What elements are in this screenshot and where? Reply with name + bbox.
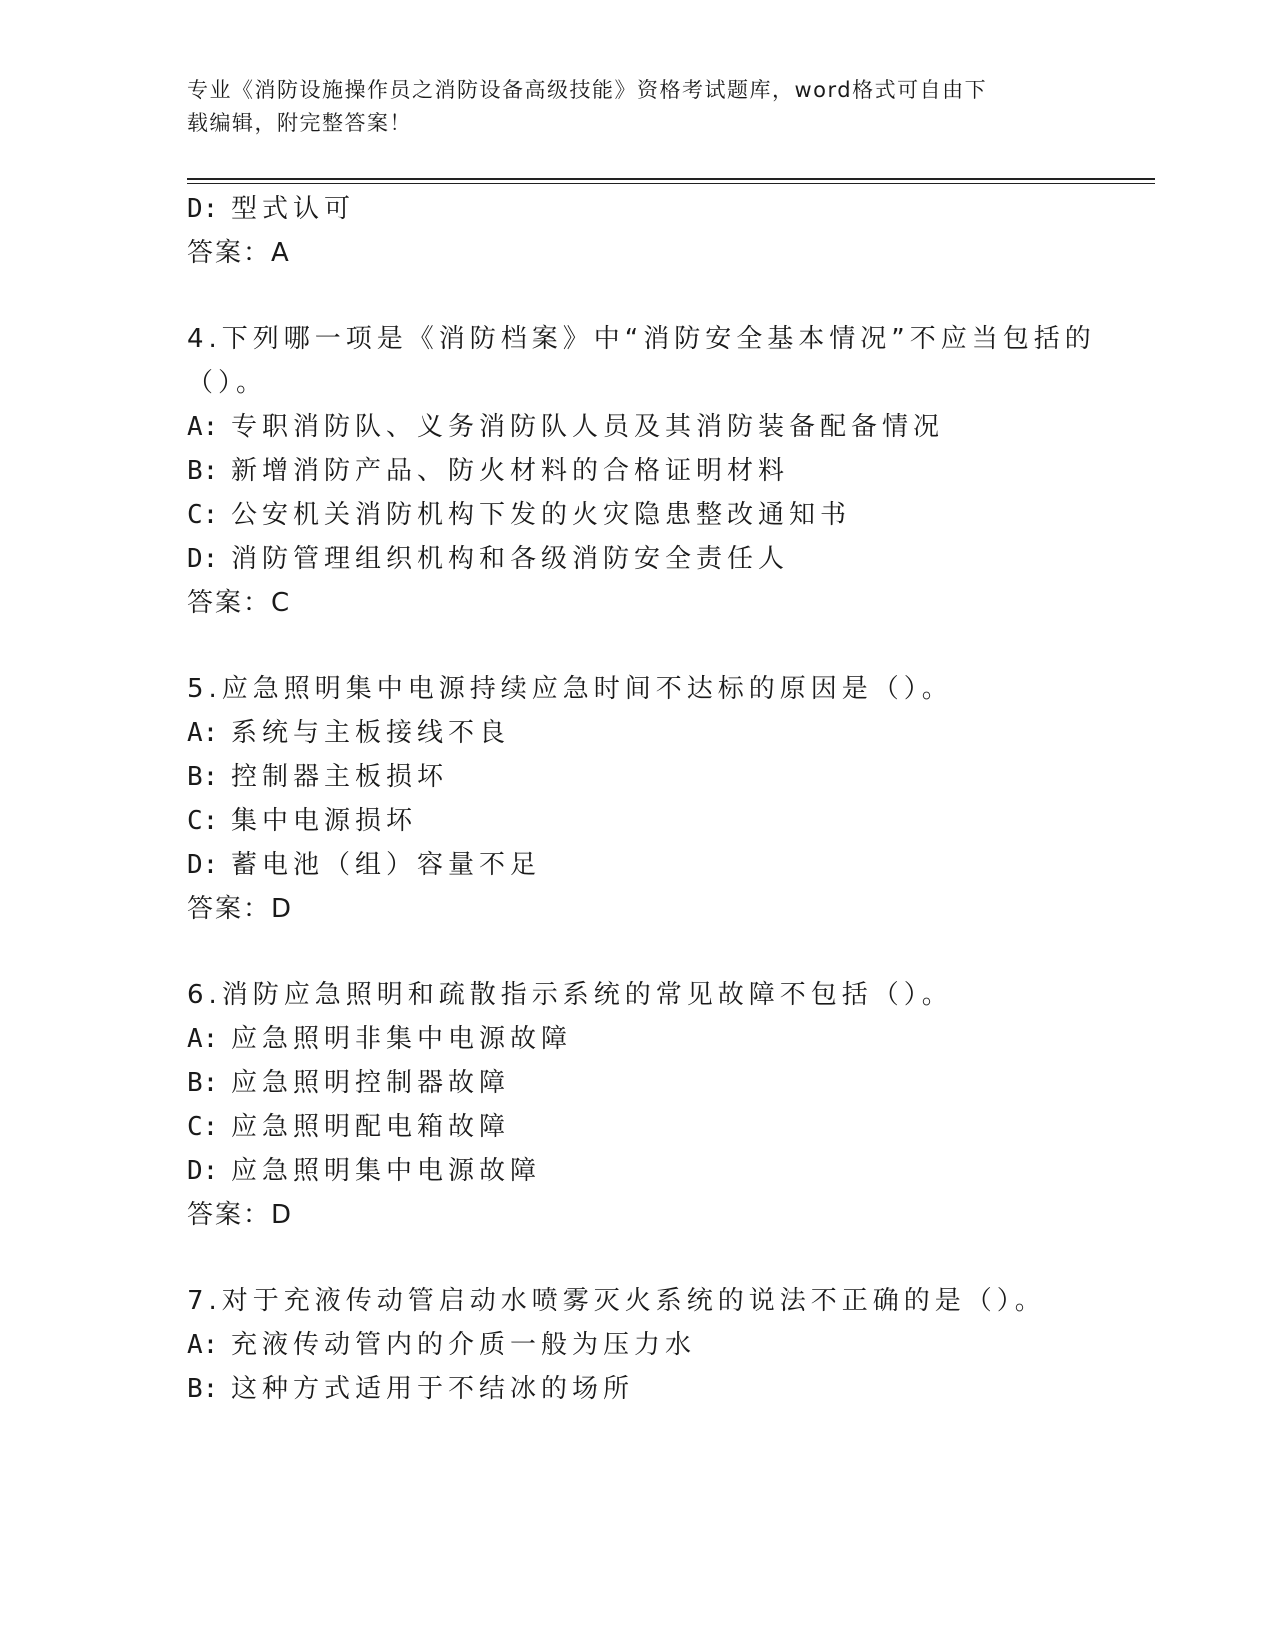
option-label: A: [187,1024,219,1054]
option-label: D: [187,1156,219,1186]
option-text: 公安机关消防机构下发的火灾隐患整改通知书 [231,500,852,530]
option-label: C: [187,806,219,836]
option-label: A: [187,1330,219,1360]
question-7-stem: 7.对于充液传动管启动水喷雾灭火系统的说法不正确的是（）。 [187,1286,1046,1316]
option-label: B: [187,762,219,792]
question-5-option-a [187,716,510,750]
question-4-option-b [187,454,789,488]
option-text: 控制器主板损坏 [231,762,449,792]
option-text: 系统与主板接线不良 [231,718,511,748]
header-divider-thin [187,183,1155,184]
option-text: 应急照明控制器故障 [231,1068,511,1098]
prev-answer: 答案：A [187,238,291,268]
option-text: 充液传动管内的介质一般为压力水 [231,1330,697,1360]
option-text: 新增消防产品、防火材料的合格证明材料 [231,456,790,486]
question-4-option-d [187,542,789,576]
question-6-stem: 6.消防应急照明和疏散指示系统的常见故障不包括（）。 [187,980,953,1010]
option-text: 专职消防队、义务消防队人员及其消防装备配备情况 [231,412,945,442]
question-4-option-a [187,410,944,444]
question-6-answer: 答案：D [187,1200,294,1230]
question-4-stem-line-1: 4.下列哪一项是《消防档案》中“消防安全基本情况”不应当包括的 [187,324,1096,354]
question-5-answer: 答案：D [187,894,294,924]
header-line-2: 载编辑，附完整答案！ [187,111,412,135]
question-5-option-c [187,804,417,838]
option-text: 型式认可 [231,194,356,224]
question-7-option-b [187,1372,634,1406]
option-text: 应急照明集中电源故障 [231,1156,542,1186]
option-label: D: [187,544,219,574]
option-label: A: [187,412,219,442]
option-text: 这种方式适用于不结冰的场所 [231,1374,635,1404]
option-label: C: [187,500,219,530]
option-label: B: [187,1068,219,1098]
option-label: C: [187,1112,219,1142]
option-text: 应急照明非集中电源故障 [231,1024,573,1054]
header-divider-thick [187,178,1155,180]
question-5-option-b [187,760,448,794]
option-label: D: [187,850,219,880]
option-label: A: [187,718,219,748]
option-label: B: [187,1374,219,1404]
option-text: 蓄电池（组）容量不足 [231,850,542,880]
prev-option-d [187,192,355,226]
option-label: D: [187,194,219,224]
question-6-option-c [187,1110,510,1144]
question-7-option-a [187,1328,696,1362]
question-4-stem-line-2: （）。 [187,368,268,398]
question-4-option-c [187,498,851,532]
question-6-option-b [187,1066,510,1100]
question-5-option-d [187,848,541,882]
option-text: 应急照明配电箱故障 [231,1112,511,1142]
option-text: 消防管理组织机构和各级消防安全责任人 [231,544,790,574]
option-label: B: [187,456,219,486]
question-6-option-d [187,1154,541,1188]
question-5-stem: 5.应急照明集中电源持续应急时间不达标的原因是（）。 [187,674,953,704]
question-4-answer: 答案：C [187,588,292,618]
option-text: 集中电源损坏 [231,806,418,836]
question-6-option-a [187,1022,572,1056]
header-line-1: 专业《消防设施操作员之消防设备高级技能》资格考试题库，word格式可自由下 [187,78,988,102]
document-header [187,74,1067,140]
